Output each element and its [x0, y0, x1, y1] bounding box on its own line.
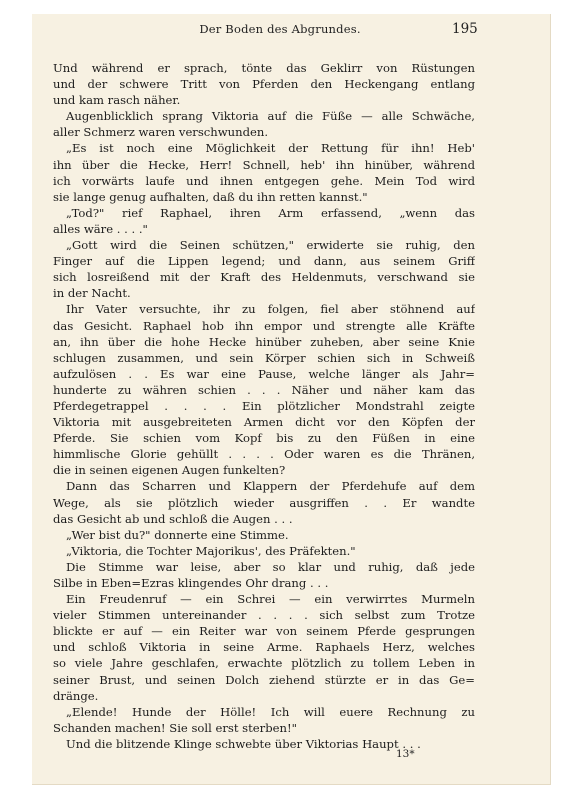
- text-line: das Gesicht. Raphael hob ihn empor und strengte alle Kräfte: [53, 318, 475, 333]
- text-line: Pferdegetrappel . . . . Ein plötzlicher Mondstrahl zeigte: [53, 398, 475, 413]
- text-line: dränge.: [53, 688, 99, 703]
- text-line: „Tod?" rief Raphael, ihren Arm erfassend, „wenn das: [66, 205, 475, 220]
- text-line: „Elende! Hunde der Hölle! Ich will euere Rechnung zu: [66, 704, 475, 719]
- text-line: Finger auf die Lippen legend; und dann, aus seinem Griff: [53, 254, 475, 269]
- text-line: „Wer bist du?" donnerte eine Stimme.: [66, 527, 289, 542]
- text-line: Viktoria mit ausgebreiteten Armen dicht vor den Köpfen der: [53, 415, 475, 430]
- text-line: sie lange genug aufhalten, daß du ihn retten kannst.": [53, 189, 368, 204]
- page-number: 195: [452, 21, 478, 37]
- text-line: so viele Jahre geschlafen, erwachte plötzlich zu tollem Leben in: [53, 656, 475, 671]
- text-line: „Gott wird die Seinen schützen," erwiderte sie ruhig, den: [66, 238, 475, 253]
- text-line: sich losreißend mit der Kraft des Heldenmuts, verschwand sie: [53, 270, 475, 285]
- text-line: an, ihn über die hohe Hecke hinüber zuheben, aber seine Knie: [53, 334, 475, 349]
- text-line: und der schwere Tritt von Pferden den Heckengang entlang: [53, 77, 475, 92]
- text-line: Ihr Vater versuchte, ihr zu folgen, fiel aber stöhnend auf: [66, 302, 475, 317]
- text-line: vieler Stimmen untereinander . . . . sich selbst zum Trotze: [53, 608, 475, 623]
- text-line: die in seinen eigenen Augen funkelten?: [53, 463, 286, 478]
- text-line: aufzulösen . . Es war eine Pause, welche länger als Jahr=: [53, 366, 475, 381]
- text-line: Schanden machen! Sie soll erst sterben!": [53, 720, 297, 735]
- text-line: und kam rasch näher.: [53, 93, 181, 108]
- text-line: das Gesicht ab und schloß die Augen . . .: [53, 511, 293, 526]
- text-line: schlugen zusammen, und sein Körper schien sich in Schweiß: [53, 350, 475, 365]
- text-line: blickte er auf — ein Reiter war von seinem Pferde gesprungen: [53, 624, 475, 639]
- text-line: ihn über die Hecke, Herr! Schnell, heb' ihn hinüber, während: [53, 157, 475, 172]
- text-line: Dann das Scharren und Klappern der Pferdehufe auf dem: [66, 479, 475, 494]
- text-line: Und die blitzende Klinge schwebte über Viktorias Haupt . . .: [66, 736, 421, 751]
- printer-signature: 13*: [396, 748, 415, 760]
- text-line: Augenblicklich sprang Viktoria auf die Füße — alle Schwäche,: [66, 109, 475, 124]
- running-header: [0, 22, 569, 40]
- text-line: seiner Brust, und seinen Dolch ziehend stürzte er in das Ge=: [53, 672, 475, 687]
- text-line: „Viktoria, die Tochter Majorikus', des Präfekten.": [66, 543, 356, 558]
- text-line: in der Nacht.: [53, 286, 131, 301]
- text-line: alles wäre . . . .": [53, 221, 148, 236]
- text-line: Wege, als sie plötzlich wieder ausgriffen . . Er wandte: [53, 495, 475, 510]
- text-line: himmlische Glorie gehüllt . . . . Oder waren es die Thränen,: [53, 447, 475, 462]
- text-line: „Es ist noch eine Möglichkeit der Rettung für ihn! Heb': [66, 141, 475, 156]
- running-title: Der Boden des Abgrundes.: [199, 22, 361, 36]
- text-line: ich vorwärts laufe und ihnen entgegen gehe. Mein Tod wird: [53, 173, 475, 188]
- text-line: Und während er sprach, tönte das Geklirr von Rüstungen: [53, 61, 475, 75]
- text-line: und schloß Viktoria in seine Arme. Raphaels Herz, welches: [53, 640, 475, 655]
- text-line: aller Schmerz waren verschwunden.: [53, 125, 269, 140]
- text-line: Pferde. Sie schien vom Kopf bis zu den Füßen in eine: [53, 431, 475, 446]
- text-line: Die Stimme war leise, aber so klar und ruhig, daß jede: [66, 559, 475, 574]
- text-line: Silbe in Eben=Ezras klingendes Ohr drang . . .: [53, 576, 329, 590]
- body-text: [53, 60, 475, 752]
- text-line: Ein Freudenruf — ein Schrei — ein verwirrtes Murmeln: [66, 592, 475, 607]
- text-line: hunderte zu währen schien . . . Näher und näher kam das: [53, 382, 475, 397]
